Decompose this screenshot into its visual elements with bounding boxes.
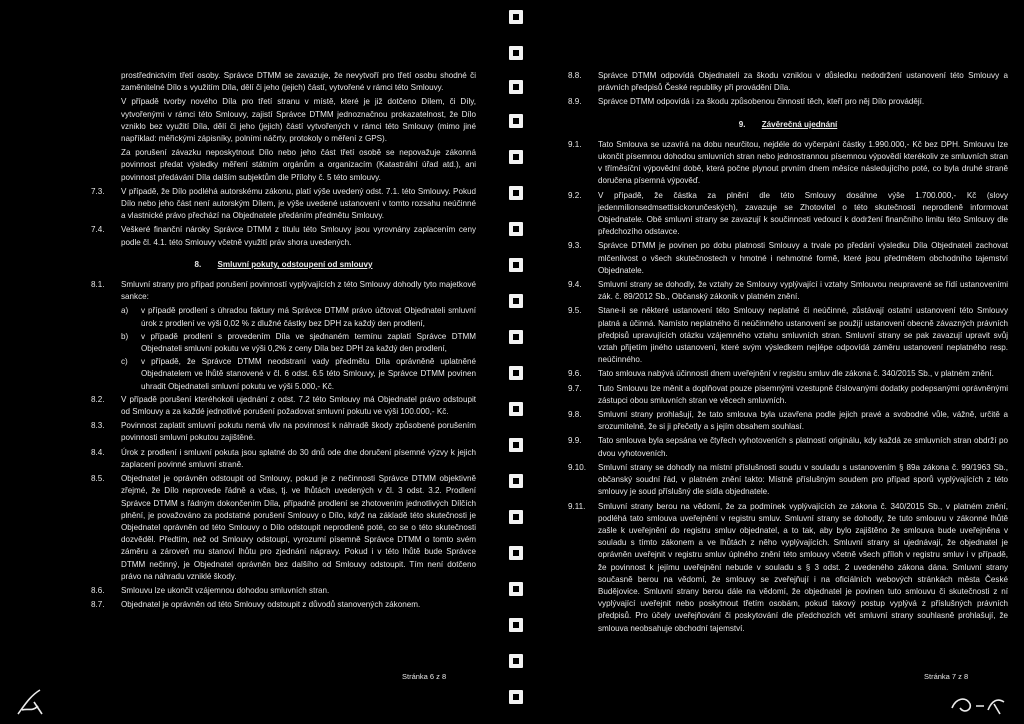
clause-text: V případě porušení kteréhokoli ujednání z odst. 7.2 této Smlouvy má Objednatel právo odstoupit od Smlouvy a za každé jednotlivé porušení požadovat smluvní pokutu ve výši 100.000,- Kč.: [121, 394, 476, 417]
binder-ring: [509, 114, 523, 128]
binder-ring: [509, 294, 523, 308]
clause-number: 8.6.: [91, 585, 105, 595]
binder-ring: [509, 438, 523, 452]
clause-text: Správce DTMM odpovídá Objednateli za škodu vzniklou v důsledku nedodržení ustanovení této Smlouvy a právních předpisů České republiky při provádění Díla.: [598, 71, 1008, 93]
clause-text: Smluvní strany se dohodly, že vztahy ze Smlouvy vyplývající i vztahy Smlouvou neupravené se řídí ustanoveními zák. č. 89/2012 Sb., Občanský zákoník v platném znění.: [598, 280, 1008, 302]
clause-text: Povinnost zaplatit smluvní pokutu nemá vliv na povinnost k náhradě škody způsobené porušením povinnosti smluvní pokutou zajištěné.: [121, 421, 476, 443]
clause-8-3: [91, 420, 476, 444]
clause-7-4: [91, 224, 476, 248]
binder-ring: [509, 80, 523, 94]
clause-number: 9.2.: [568, 190, 582, 200]
clause-9-4: [568, 279, 1008, 303]
clause-9-9: [568, 435, 1008, 459]
binder-ring: [509, 582, 523, 596]
binder-ring: [509, 222, 523, 236]
clause-number: 8.2.: [91, 394, 105, 404]
sub-item-a: [121, 305, 476, 329]
clause-text: Tuto Smlouvu lze měnit a doplňovat pouze písemnými vzestupně číslovanými dodatky podepsanými oprávněnými zástupci obou smluvních stran ve věcech smluvních.: [598, 383, 1008, 405]
intro-line: V případě tvorby nového Díla pro třetí stranu v místě, které je již dotčeno Dílem, či Díly, vytvořenými v rámci této Smlouvy, zajistí Správce DTMM jednoznačnou prokazatelnost, že Dílo vzniklo bez využití Díla, dělí či jeho (jejich) částí vytvořených v rámci této Smlouvy (mimo jiné například: měřickými zápisníky, polními náčrty, protokoly o měření z GPS).: [121, 97, 476, 144]
page-number-right: Stránka 7 z 8: [924, 672, 969, 681]
sub-item-text: v případě prodlení s úhradou faktury má Správce DTMM právo účtovat Objednateli smluvní úrok z prodlení ve výši 0,02 % z dlužné částky bez DPH za každý den prodlení,: [141, 306, 476, 328]
section-number: 8.: [194, 259, 202, 269]
clause-text: Veškeré finanční nároky Správce DTMM z titulu této Smlouvy jsou vyrovnány zaplacením ceny podle čl. 4.1. této Smlouvy včetně využití práv shora uvedených.: [121, 225, 476, 247]
sub-item-text: v případě prodlení s provedením Díla ve sjednaném termínu zaplatí Správce DTMM Objednateli smluvní pokutu ve výši 0,2% z ceny Díla bez DPH za každý den prodlení,: [141, 331, 476, 354]
clause-9-6: [568, 368, 1008, 380]
section-title: Závěrečná ujednání: [761, 119, 838, 129]
clause-7-3: [91, 186, 476, 223]
binder-ring: [509, 330, 523, 344]
clause-text: V případě, že částka za plnění dle této Smlouvy dosáhne výše 1.700.000,- Kč (slovy jedenmilionsedmsettisickorunčeských), zavazuje se Zhotovitel o této skutečnosti neprodleně informovat Objednatele. Obě smluvní strany se zavazují k součinnosti vedoucí k dodržení finančního limitu této Smlouvy dle předchozího odstavce.: [598, 190, 1008, 237]
section-title: Smluvní pokuty, odstoupení od smlouvy: [217, 259, 373, 269]
clause-number: 7.3.: [91, 186, 105, 196]
binder-ring: [509, 618, 523, 632]
clause-number: 8.5.: [91, 474, 105, 484]
clause-number: 9.4.: [568, 280, 582, 290]
right-page: [524, 0, 1024, 724]
clause-number: 9.7.: [568, 383, 582, 393]
clause-number: 8.1.: [91, 280, 105, 290]
clause-number: 8.8.: [568, 71, 582, 80]
clause-text: Správce DTMM je povinen po dobu platnosti Smlouvy a trvale po předání výsledku Díla Objednateli zachovat mlčenlivost o všech skutečnostech v hmotné i nehmotné formě, které jsou předmětem obchodního tajemství Objednatele.: [598, 241, 1008, 275]
clause-text: Smluvní strany prohlašují, že tato smlouva byla uzavřena podle jejich pravé a svobodné vůle, vážně, určitě a srozumitelně, že si ji přečetly a s jejím obsahem souhlasí.: [598, 410, 1008, 432]
clause-text: Smluvní strany se dohodly na místní příslušnosti soudu v souladu s ustanovením § 89a zákona č. 99/1963 Sb., občanský soudní řád, v platném znění takto: Místně příslušným soudem pro případ sporů vyplývajících z této smlouvy je soud příslušný dle sídla objednatele.: [598, 462, 1008, 497]
clause-8-7: [91, 599, 476, 611]
section-heading-9: [568, 119, 1008, 131]
clause-number: 9.5.: [568, 306, 582, 316]
clause-9-5: [568, 305, 1008, 366]
clause-text: Smlouvu lze ukončit vzájemnou dohodou smluvních stran.: [121, 585, 330, 595]
clause-9-7: [568, 383, 1008, 407]
clause-text: Tato smlouva nabývá účinnosti dnem uveřejnění v registru smluv dle zákona č. 340/2015 Sb., v platném znění.: [598, 369, 994, 379]
left-page: [0, 0, 500, 724]
clause-number: 9.6.: [568, 369, 582, 379]
right-page-text: [568, 70, 1008, 637]
clause-8-2: [91, 394, 476, 418]
binder-ring: [509, 402, 523, 416]
binder-ring: [509, 690, 523, 704]
clause-8-8: [568, 70, 1008, 94]
intro-line: prostřednictvím třetí osoby. Správce DTMM se zavazuje, že nevytvoří pro třetí osobu shodné či zaměnitelné Dílo s využitím Díla, dělí či jeho (jejich) částí, vytvořené v rámci této Smlouvy.: [121, 71, 476, 93]
binder-ring: [509, 46, 523, 60]
clause-number: 9.1.: [568, 139, 582, 149]
clause-9-1: [568, 139, 1008, 188]
clause-text: Tato Smlouva se uzavírá na dobu neurčitou, nejdéle do vyčerpání částky 1.990.000,- Kč bez DPH. Smlouvu lze ukončit písemnou dohodou smluvních stran nebo jednostrannou písemnou výpovědí kterékoliv ze smluvních stran v tříměsíční výpovědní době, která počne plynout prvním dnem měsíce následujícího poté, co byla druhé straně doručena písemná výpověď.: [598, 139, 1008, 186]
binder-ring: [509, 474, 523, 488]
clause-text: V případě, že Dílo podléhá autorskému zákonu, platí výše uvedený odst. 7.1. této Smlouvy. Pokud Dílo nebo jeho část není autorským Dílem, je výše uvedené ustanovení v tomto rozsahu neúčinné a vlastnické právo přechází na Objednatele předáním předmětu Smlouvy.: [121, 186, 476, 221]
clause-number: 9.3.: [568, 241, 582, 251]
page-number-left: Stránka 6 z 8: [402, 672, 447, 681]
intro-line: Za porušení závazku neposkytnout Dílo nebo jeho část třetí osobě se nepovažuje zákonná povinnost předat výsledky měření státním orgánům a organizacím (Katastrální úřad atd.), ani povinnost předávání Díla dalším subjektům dle Přílohy č. 5 této smlouvy.: [121, 148, 476, 182]
clause-text: Stane-li se některé ustanovení této Smlouvy neplatné či neúčinné, zůstávají ostatní ustanovení této Smlouvy platná a účinná. Namísto neplatného či neúčinného ustanovení se použijí ustanovení obecně závazných právních předpisů upravujících otázku vzájemného vztahu smluvních stran. Smluvní strany se pak zavazují upravit svůj vztah přijetím jiného ustanovení, které svým výsledkem nejlépe odpovídá záměru ustanovení neplatného resp. neúčinného.: [598, 306, 1008, 365]
left-page-text: [91, 70, 476, 613]
binder-spine: [502, 0, 522, 724]
clause-8-9: [568, 96, 1008, 108]
clause-number: 9.10.: [568, 462, 587, 472]
binder-ring: [509, 510, 523, 524]
clause-8-6: [91, 585, 476, 597]
section-number: 9.: [738, 119, 746, 129]
sub-item-label: a): [121, 306, 129, 316]
sub-item-label: c): [121, 357, 128, 367]
clause-9-10: [568, 462, 1008, 499]
sub-item-c: [121, 356, 476, 393]
clause-number: 8.3.: [91, 421, 105, 431]
clause-9-11: [568, 501, 1008, 635]
clause-text: Smluvní strany berou na vědomí, že za podmínek vyplývajících ze zákona č. 340/2015 Sb., v platném znění, podléhá tato smlouva uveřejnění v registru smluv. Smluvní strany se dohodly, že tuto smlouvu v zákonné lhůtě zašle k uveřejnění do registru smluv objednatel, a to tak, aby bylo zajištěno že smlouva bude uveřejněna v souladu s tímto zákonem a ve lhůtách z něho vyplývajících. Smluvní strany si ujednávají, že objednatel je oprávněn uveřejnit v registru smluv úplného znění této smlouvy včetně všech příloh v registru smluv i v případě, že povinnost k jejímu uveřejnění nebude v souladu s § 3 odst. 2 uvedeného zákona dána. Smluvní strany současně berou na vědomí, že smlouvy se zveřejňují i na oficiálních webových stránkách města České Budějovice. Smluvní strany berou dále na vědomí, že objednatel je povinen tuto smlouvu či skutečnosti z ní vyplývající uveřejnit nebo poskytnout třetím osobám, pokud takový postup vyplývá z příslušných právních předpisů. Pro účely uveřejňování či poskytování dle předchozích vět smluvní strany souhlasně prohlašují, že smlouva neobsahuje obchodní tajemství.: [598, 501, 1008, 633]
clause-number: 8.9.: [568, 97, 582, 107]
clause-8-5: [91, 473, 476, 583]
clause-number: 9.9.: [568, 436, 582, 446]
binder-ring: [509, 258, 523, 272]
signature-scribble-left: [14, 688, 48, 718]
binder-ring: [509, 186, 523, 200]
sub-item-b: [121, 331, 476, 355]
clause-9-3: [568, 240, 1008, 277]
clause-number: 9.8.: [568, 410, 582, 420]
clause-number: 8.7.: [91, 600, 105, 610]
clause-text: Objednatel je oprávněn odstoupit od Smlouvy, pokud je z nečinnosti Správce DTMM objektivně zřejmé, že Dílo neprovede řádně a včas, tj. ve lhůtách uvedených v čl. 3 odst. 3.2. Prodlení Správce DTMM s řádným dokončením Díla, případně prodlení se zhotovením jednotlivých Dílčích plnění, je považováno za podstatné porušení Smlouvy o Dílo, když na základě této skutečnosti je Objednatel oprávněn od této Smlouvy o Dílo odstoupit neprodleně poté, co se o této skutečnosti dozvěděl. Předtím, než od Smlouvy odstoupí, vyrozumí písemně Správce DTMM o tomto svém záměru a zároveň mu stanoví lhůtu pro zjednání nápravy. Pokud i v této lhůtě bude Správce DTMM nečinný, je Objednatel oprávněn bez dalšího od Smlouvy odstoupit. Tím není dotčeno právo na náhradu vzniklé škody.: [121, 474, 476, 581]
binder-ring: [509, 150, 523, 164]
binder-ring: [509, 654, 523, 668]
clause-8-1: [91, 279, 476, 303]
clause-text: Úrok z prodlení i smluvní pokuta jsou splatné do 30 dnů ode dne doručení písemné výzvy k jejich zaplacení povinné smluvní straně.: [121, 447, 476, 469]
clause-number: 7.4.: [91, 225, 105, 235]
clause-number: 8.4.: [91, 447, 105, 457]
sub-item-label: b): [121, 331, 129, 341]
section-heading-8: [91, 259, 476, 271]
clause-9-8: [568, 409, 1008, 433]
clause-text: Objednatel je oprávněn od této Smlouvy odstoupit z důvodů stanovených zákonem.: [121, 600, 421, 610]
clause-9-2: [568, 190, 1008, 239]
binder-ring: [509, 366, 523, 380]
signature-scribble-right: [948, 692, 1008, 718]
clause-text: Smluvní strany pro případ porušení povinností vyplývajících z této Smlouvy dohodly tyto majetkové sankce:: [121, 280, 476, 302]
clause-text: Správce DTMM odpovídá i za škodu způsobenou činností těch, kteří pro něj Dílo provádějí.: [598, 97, 925, 107]
sub-item-text: v případě, že Správce DTMM neodstraní vady předmětu Díla oprávněně uplatněné Objednatelem ve lhůtě stanovené v čl. 6 odst. 6.5 této Smlouvy, je Správce DTMM povinen uhradit Objednateli smluvní pokutu ve výši 5.000,- Kč.: [141, 357, 476, 391]
binder-ring: [509, 10, 523, 24]
clause-8-4: [91, 447, 476, 471]
binder-ring: [509, 546, 523, 560]
clause-text: Tato smlouva byla sepsána ve čtyřech vyhotoveních s platností originálu, kdy každá ze smluvních stran obdrží po dvou vyhotoveních.: [598, 436, 1008, 458]
clause-number: 9.11.: [568, 501, 586, 511]
